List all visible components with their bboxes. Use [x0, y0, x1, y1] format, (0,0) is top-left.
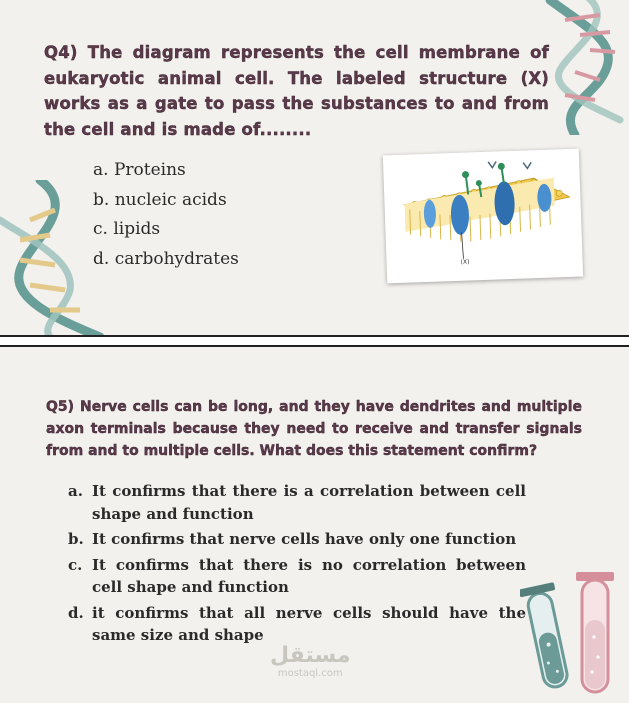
question-5-text: Q5) Nerve cells can be long, and they have dendrites and multiple axon terminals because they need to receive and transfer signals from and to multiple cells. What does this statement confirm?: [46, 399, 582, 459]
option-c[interactable]: [68, 554, 526, 599]
test-tubes-icon: [520, 572, 629, 703]
question-5-options: [68, 480, 526, 650]
membrane-illustration-icon: [383, 149, 583, 284]
option-a[interactable]: [68, 480, 526, 525]
option-text: it confirms that all nerve cells should have the same size and shape: [92, 603, 526, 644]
option-letter: b.: [68, 530, 84, 548]
option-b[interactable]: b. nucleic acids: [93, 189, 227, 210]
option-letter: a.: [68, 482, 83, 500]
option-text: It confirms that there is a correlation between cell shape and function: [92, 482, 526, 523]
option-letter: c.: [68, 555, 83, 574]
watermark-arabic: مستقل: [270, 643, 351, 668]
slide-q4: [0, 0, 629, 337]
diagram-label-x: (X): [460, 258, 470, 266]
option-a[interactable]: a. Proteins: [93, 160, 186, 180]
watermark-latin: mostaql.com: [277, 668, 343, 679]
option-b[interactable]: [68, 528, 526, 551]
question-4-options: [93, 156, 239, 274]
option-d[interactable]: [68, 602, 526, 647]
cell-membrane-diagram: [383, 149, 583, 284]
option-c[interactable]: c. lipids: [93, 219, 161, 239]
slide-separator: [0, 337, 629, 345]
mostaql-watermark: [270, 644, 350, 680]
option-text: It confirms that there is no correlation between cell shape and function: [92, 555, 526, 596]
option-letter: d.: [68, 603, 84, 622]
option-text: It confirms that nerve cells have only one function: [92, 530, 517, 548]
option-d[interactable]: d. carbohydrates: [93, 248, 239, 269]
question-4-text: Q4) The diagram represents the cell membrane of eukaryotic animal cell. The labeled structure (X) works as a gate to pass the substances to and from the cell and is made of........: [44, 43, 549, 139]
